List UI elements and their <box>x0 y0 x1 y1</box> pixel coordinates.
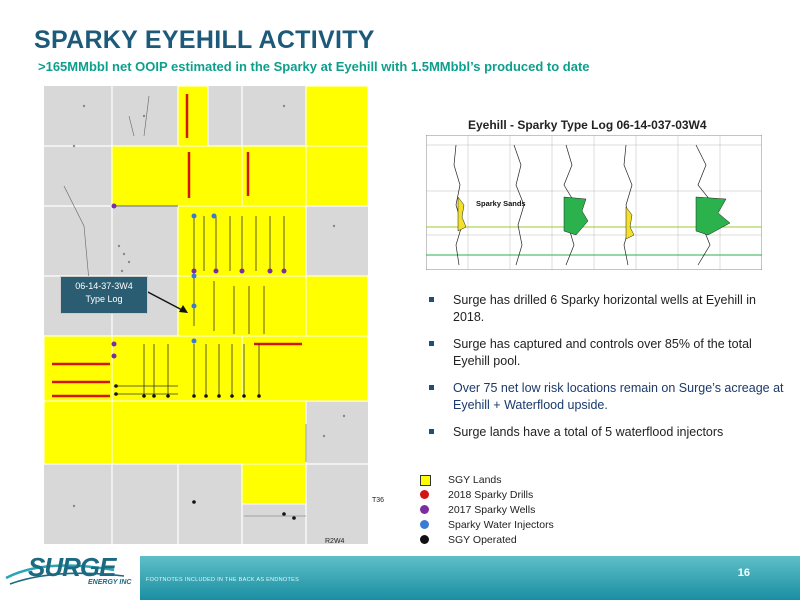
type-log-callout <box>60 276 148 314</box>
bullet-square-icon <box>429 297 434 302</box>
page-title: SPARKY EYEHILL ACTIVITY <box>34 26 375 54</box>
bullet-item: Surge has drilled 6 Sparky horizontal wells at Eyehill in 2018. <box>425 292 790 326</box>
type-log-chart <box>426 135 762 270</box>
township-label: T36 <box>372 497 385 504</box>
bullet-item: Over 75 net low risk locations remain on Surge’s acreage at Eyehill + Waterflood upside. <box>425 380 790 414</box>
type-log-title: Eyehill - Sparky Type Log 06-14-037-03W4 <box>468 118 707 132</box>
bullet-list <box>425 292 790 451</box>
bullet-square-icon <box>429 341 434 346</box>
page-number: 16 <box>737 567 750 579</box>
callout-caption: Type Log <box>85 294 123 304</box>
legend-2017-wells: 2017 Sparky Wells <box>420 503 554 518</box>
black-dot-icon <box>420 535 429 544</box>
callout-well-id: 06-14-37-3W4 <box>75 281 133 291</box>
bullet-square-icon <box>429 385 434 390</box>
eyehill-land-map <box>44 86 368 544</box>
legend-sgy-operated: SGY Operated <box>420 533 554 548</box>
sparky-sands-label: Sparky Sands <box>476 199 526 208</box>
logo-wordmark: SURGE <box>28 552 116 582</box>
red-dot-icon <box>420 490 429 499</box>
legend-sgy-lands: SGY Lands <box>420 473 554 488</box>
bullet-square-icon <box>429 429 434 434</box>
blue-dot-icon <box>420 520 429 529</box>
purple-dot-icon <box>420 505 429 514</box>
bullet-item: Surge has captured and controls over 85% of the total Eyehill pool. <box>425 336 790 370</box>
bullet-item: Surge lands have a total of 5 waterflood injectors <box>425 424 790 441</box>
map-legend <box>420 473 554 548</box>
logo-subtitle: ENERGY INC <box>88 579 132 586</box>
page-subtitle: >165MMbbl net OOIP estimated in the Sparky at Eyehill with 1.5MMbbl’s produced to date <box>38 59 590 74</box>
legend-water-injectors: Sparky Water Injectors <box>420 518 554 533</box>
yellow-square-icon <box>420 475 431 486</box>
legend-2018-drills: 2018 Sparky Drills <box>420 488 554 503</box>
range-label: R2W4 <box>325 538 345 545</box>
footnote-text: FOOTNOTES INCLUDED IN THE BACK AS ENDNOTES <box>146 577 300 583</box>
